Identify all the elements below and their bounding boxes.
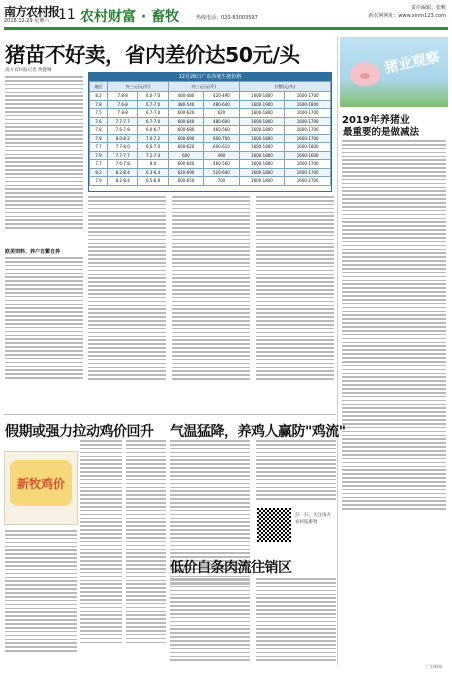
table-cell: 600-640: [168, 160, 203, 169]
table-cell: 600-610: [204, 143, 239, 152]
table-cell: 7.8-8: [108, 109, 138, 118]
story3-text-b: [256, 578, 336, 661]
table-header: 外三元(元/斤): [108, 82, 169, 92]
table-cell: 6.7-7.0: [138, 100, 168, 109]
story1-text-a: [80, 440, 122, 643]
table-cell: 7.6: [90, 117, 108, 126]
table-row: [90, 134, 331, 143]
table-cell: 1600-1600: [285, 151, 331, 160]
pig-snout-icon: [360, 73, 370, 79]
story1-text-b: [126, 440, 166, 643]
article-column-4: [256, 196, 334, 380]
table-cell: 1600-1700: [285, 160, 331, 169]
story-headline-pork-flow: 低价白条肉流往销区: [170, 560, 292, 576]
sidebar-text: [342, 140, 446, 510]
sidebar-heading: 2019年养猪业: [342, 115, 410, 126]
table-cell: 7.5: [90, 109, 108, 118]
table-row: [90, 126, 331, 135]
table-cell: 1600-1700: [285, 134, 331, 143]
table-cell: 8.0: [138, 160, 168, 169]
table-cell: 1600-1800: [239, 168, 285, 177]
table-cell: 8.2-8.4: [108, 168, 138, 177]
table-cell: 7.0-7.2: [138, 134, 168, 143]
story1-text-c: [5, 530, 77, 652]
table-cell: 7.8: [90, 100, 108, 109]
table-cell: 1600-1800: [285, 143, 331, 152]
table-row: [90, 92, 331, 101]
table-cell: 6.0-6.7: [138, 126, 168, 135]
table-cell: 8.0-8.2: [108, 134, 138, 143]
table-cell: 7.9: [90, 177, 108, 186]
table-cell: 7.7: [90, 143, 108, 152]
table-cell: 8.2: [90, 168, 108, 177]
table-cell: 460-560: [204, 160, 239, 169]
issue-date: 2018.12.29 星期六: [4, 18, 50, 24]
table-cell: 1600-1700: [285, 92, 331, 101]
table-cell: 7.1-7.4: [138, 151, 168, 160]
table-row: [90, 143, 331, 152]
price-grid: [89, 81, 331, 186]
table-cell: 600-700: [204, 134, 239, 143]
table-cell: 1600-1800: [239, 117, 285, 126]
table-cell: 1600-1700: [285, 126, 331, 135]
table-cell: 600: [168, 151, 203, 160]
ad-badge: 新牧鸡价: [10, 460, 72, 506]
table-header: 地区: [90, 82, 108, 92]
table-cell: 520-640: [204, 168, 239, 177]
table-cell: 480-640: [204, 100, 239, 109]
table-cell: 1600-1800: [239, 143, 285, 152]
table-row: [90, 168, 331, 177]
table-cell: 6.3-6.4: [138, 168, 168, 177]
table-cell: 7.7-7.7: [108, 151, 138, 160]
table-cell: 7.6-7.8: [108, 126, 138, 135]
sidebar-subheading: 最重要的是做减法: [343, 127, 420, 138]
table-cell: 6.5-6.9: [138, 177, 168, 186]
table-cell: 600-620: [168, 109, 203, 118]
table-row: [90, 117, 331, 126]
table-cell: 1600-1900: [239, 100, 285, 109]
table-cell: 620-690: [168, 168, 203, 177]
table-row: [90, 100, 331, 109]
table-cell: 7.7-8.0: [108, 143, 138, 152]
column-divider: [337, 37, 338, 665]
table-cell: 480-600: [204, 117, 239, 126]
table-cell: 600-680: [168, 126, 203, 135]
table-cell: 6.7-7.0: [138, 109, 168, 118]
table-cell: 7.8-8: [108, 92, 138, 101]
pig-price-table: [88, 72, 332, 192]
table-cell: 7.7: [90, 160, 108, 169]
table-cell: 1600-1800: [239, 151, 285, 160]
table-cell: 1600-1800: [285, 100, 331, 109]
table-cell: 1600-1800: [239, 177, 285, 186]
story3-text-a: [170, 578, 250, 661]
article-column-2: [88, 196, 166, 380]
section-title: 农村财富 · 畜牧: [80, 9, 180, 25]
table-cell: 400-480: [168, 92, 203, 101]
article-column-3: [172, 196, 250, 380]
table-cell: 7.9: [90, 151, 108, 160]
main-headline: 猪苗不好卖，省内差价达50元/头: [5, 43, 300, 67]
table-header: 仔猪(元/头): [239, 82, 330, 92]
table-cell: 600-690: [168, 134, 203, 143]
table-cell: 480-540: [168, 100, 203, 109]
editor-line: 责任编辑：张帆: [410, 5, 446, 11]
site-url: 新农网网址：www.xinm123.com: [368, 13, 446, 19]
article-column-1b: [5, 257, 83, 379]
table-cell: 6.7-7.0: [138, 117, 168, 126]
table-row: [90, 109, 331, 118]
table-cell: 7.8: [90, 126, 108, 135]
newspaper-logo: 南方农村报: [4, 5, 60, 19]
table-cell: 490: [204, 151, 239, 160]
qr-code-icon[interactable]: [257, 508, 291, 542]
story-headline-cold-weather: 气温猛降，养鸡人赢防"鸡流": [170, 424, 346, 440]
table-cell: 420-490: [204, 92, 239, 101]
table-cell: 8.2: [90, 92, 108, 101]
table-title: 12月26日广东各地生猪价格: [89, 73, 331, 81]
table-cell: 7.8: [90, 134, 108, 143]
table-cell: 600-620: [168, 143, 203, 152]
page-number: 11: [58, 7, 76, 23]
qr-caption: 扫一扫，关注南方农村报畜牧: [295, 513, 331, 525]
table-cell: 460-560: [204, 126, 239, 135]
table-cell: 7.7-7.7: [108, 117, 138, 126]
table-cell: 1600-1800: [239, 109, 285, 118]
story2-text-b: [256, 440, 336, 500]
table-cell: 700: [204, 177, 239, 186]
table-cell: 7.6-8: [108, 100, 138, 109]
story-headline-chicken-price: 假期或强力拉动鸡价回升: [5, 424, 154, 440]
table-cell: 1600-1800: [239, 134, 285, 143]
article-column-1: [5, 76, 83, 229]
table-cell: 8.2-8.4: [108, 177, 138, 186]
article-subhead: 欧美饲料、养户自繁自养: [5, 249, 61, 255]
table-cell: 6.6-7.0: [138, 143, 168, 152]
table-cell: 6.0-7.0: [138, 92, 168, 101]
byline: 南方农村报记者 黄健琳: [5, 68, 52, 73]
table-cell: 1600-1700: [285, 117, 331, 126]
header-info: [368, 4, 446, 20]
table-cell: 1600-1800: [239, 92, 285, 101]
table-cell: 7.6-7.8: [108, 160, 138, 169]
table-cell: 1600-1800: [239, 160, 285, 169]
table-row: [90, 160, 331, 169]
table-cell: 1600-1700: [285, 168, 331, 177]
header-rule: [4, 27, 448, 30]
hotline: 热线电话：020-83003597: [196, 15, 258, 21]
table-cell: 600-640: [168, 117, 203, 126]
table-cell: 600-650: [168, 177, 203, 186]
table-header: 内三元(元/斤): [168, 82, 239, 92]
section-divider: [4, 414, 336, 415]
table-row: [90, 177, 331, 186]
sidebar-banner-title: 猪业观察: [383, 49, 442, 77]
table-cell: 1600-1800: [239, 126, 285, 135]
table-cell: 620: [204, 109, 239, 118]
footer-credit: 广旧新闻: [426, 664, 442, 669]
table-row: [90, 151, 331, 160]
table-cell: 1600-1700: [285, 177, 331, 186]
table-cell: 1600-1700: [285, 109, 331, 118]
